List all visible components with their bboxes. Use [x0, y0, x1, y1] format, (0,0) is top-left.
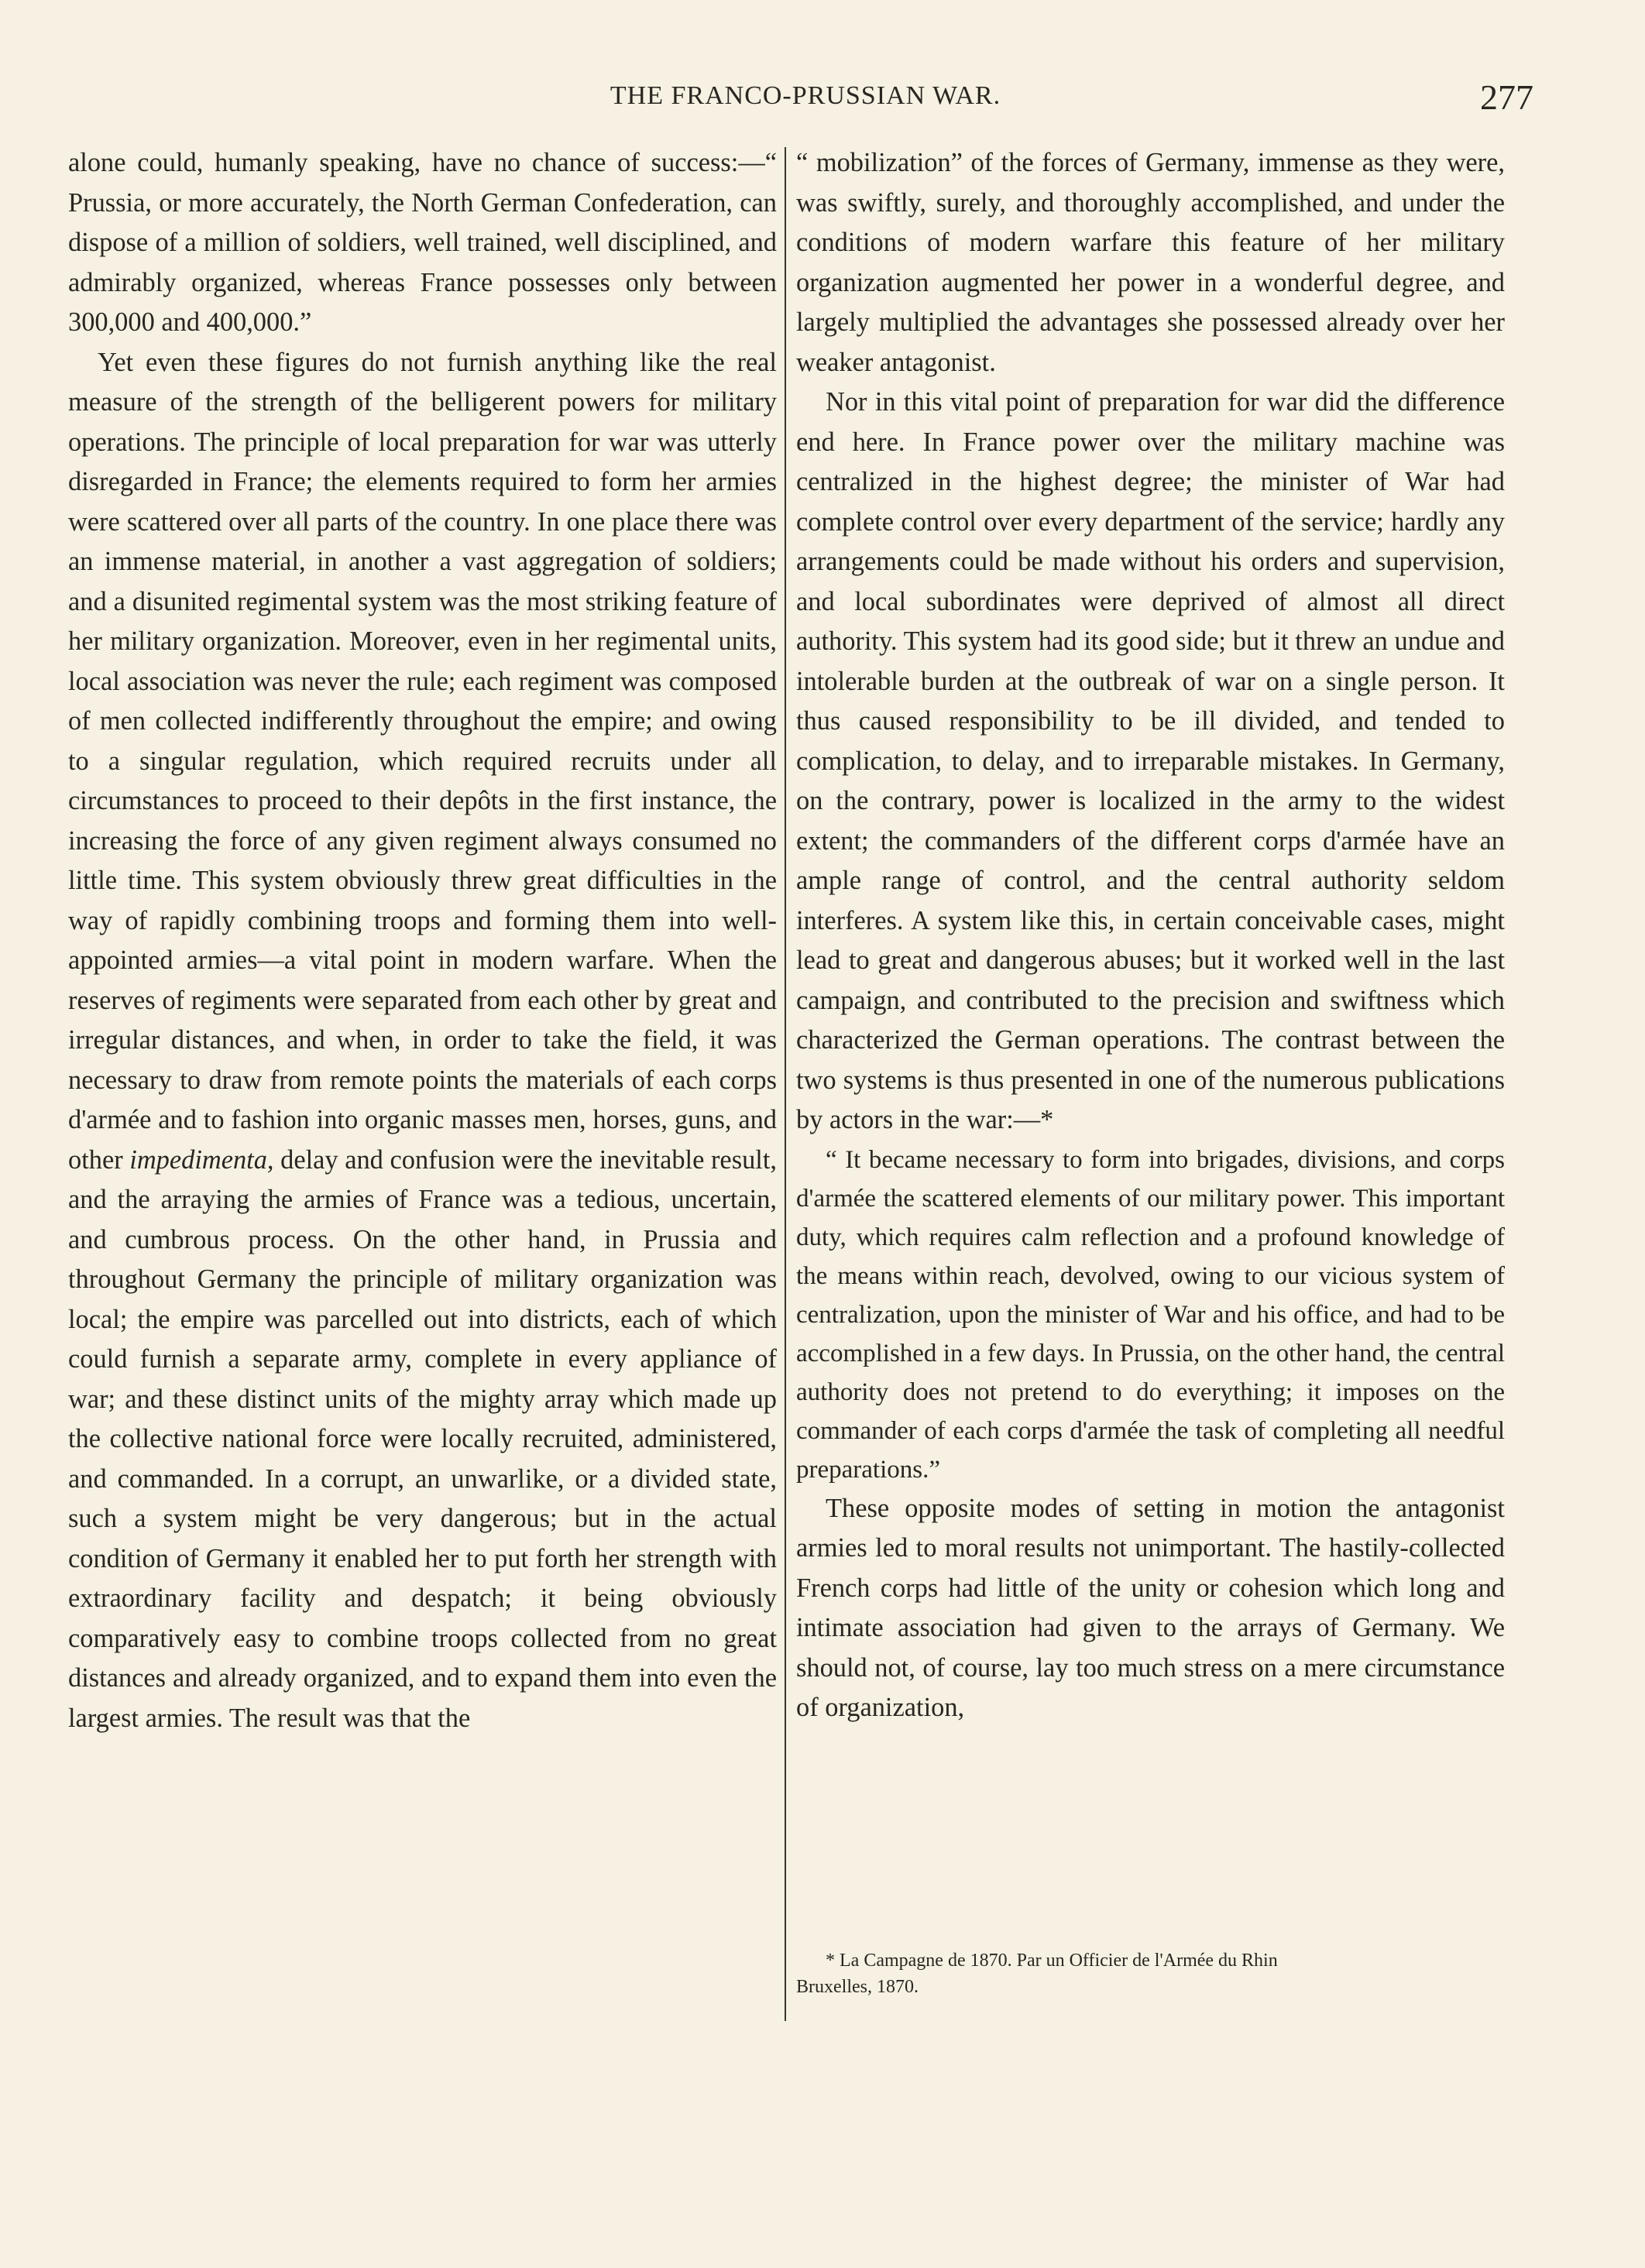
- page-number: 277: [1480, 77, 1533, 117]
- footnote-line-1: * La Campagne de 1870. Par un Officier de l'Armée du Rhin: [826, 1951, 1278, 1971]
- left-column: [68, 143, 777, 1738]
- left-paragraph-2-part-2: delay and confusion were the inevitable result, and the arraying the armies of France was a tedious, uncertain, and cumbrous process. On the other hand, in Prussia and throughout Germany the principle of military organization was local; the empire was parcelled out into districts, each of which could furnish a separate army, complete in every appliance of war; and these distinct units of the mighty array which made up the collective national force were locally recruited, administered, and commanded. In a corrupt, an unwarlike, or a divided state, such a system might be very dangerous; but in the actual condition of Germany it enabled her to put forth her strength with extraordinary facility and despatch; it being obviously comparatively easy to combine troops collected from no great distances and already organized, and to expand them into even the largest armies. The result was that the: [68, 1144, 777, 1733]
- right-paragraph-2: Nor in this vital point of preparation for war did the difference end here. In France power over the military machine was centralized in the highest degree; the minister of War had complete control over every department of the service; hardly any arrangements could be made without his orders and supervision, and local subordinates were deprived of almost all direct authority. This system had its good side; but it threw an undue and intolerable burden at the outbreak of war on a single person. It thus caused responsibility to be ill divided, and tended to complication, to delay, and to irreparable mistakes. In Germany, on the contrary, power is localized in the army to the widest extent; the commanders of the different corps d'armée have an ample range of control, and the central authority seldom interferes. A system like this, in certain conceivable cases, might lead to great and dangerous abuses; but it worked well in the last campaign, and contributed to the precision and swiftness which characterized the German operations. The contrast between the two systems is thus presented in one of the numerous publications by actors in the war:—*: [796, 387, 1505, 1134]
- right-paragraph-3: These opposite modes of setting in motion the antagonist armies led to moral results not unimportant. The hastily-collected French corps had little of the unity or cohesion which long and intimate association had given to the arrays of Germany. We should not, of course, lay too much stress on a mere circumstance of organization,: [796, 1493, 1505, 1722]
- left-paragraph-2-part-1: Yet even these figures do not furnish anything like the real measure of the strength of the belligerent powers for military operations. The principle of local preparation for war was utterly disregarded in France; the elements required to form her armies were scattered over all parts of the country. In one place there was an immense material, in another a vast aggregation of soldiers; and a disunited regimental system was the most striking feature of her military organization. Moreover, even in her regimental units, local association was never the rule; each regiment was composed of men collected indifferently throughout the empire; and owing to a singular regulation, which required recruits under all circumstances to proceed to their depôts in the first instance, the increasing the force of any given regiment always consumed no little time. This system obviously threw great difficulties in the way of rapidly combining troops and forming them into well-appointed armies—a vital point in modern warfare. When the reserves of regiments were separated from each other by great and irregular distances, and when, in order to take the field, it was necessary to draw from remote points the materials of each corps d'armée and to fashion into organic masses men, horses, guns, and other: [68, 347, 777, 1175]
- left-paragraph-2-italic: impedimenta,: [129, 1144, 274, 1175]
- right-column: [796, 143, 1505, 1728]
- footnote-line-2: Bruxelles, 1870.: [796, 1977, 919, 1997]
- running-title: THE FRANCO-PRUSSIAN WAR.: [610, 81, 1001, 110]
- right-quote: “ It became necessary to form into brigades, divisions, and corps d'armée the scattered elements of our military power. This important duty, which requires calm reflection and a profound knowledge of the means within reach, devolved, owing to our vicious system of centralization, upon the minister of War and his office, and had to be accomplished in a few days. In Prussia, on the other hand, the central authority does not pretend to do everything; it imposes on the commander of each corps d'armée the task of completing all needful preparations.”: [796, 1145, 1505, 1484]
- page-header: [70, 77, 1541, 128]
- right-paragraph-1: “ mobilization” of the forces of Germany, immense as they were, was swiftly, surely, and thoroughly accomplished, and under the conditions of modern warfare this feature of her military organization augmented her power in a wonderful degree, and largely multiplied the advantages she possessed already over her weaker antagonist.: [796, 148, 1505, 377]
- column-divider: [785, 147, 786, 2021]
- footnote: [796, 1947, 1505, 2000]
- left-paragraph-1: alone could, humanly speaking, have no chance of success:—“ Prussia, or more accurately, the North German Confederation, can dispose of a million of soldiers, well trained, well disciplined, and admirably organized, whereas France possesses only between 300,000 and 400,000.”: [68, 148, 777, 337]
- left-paragraph-2: [68, 343, 777, 1739]
